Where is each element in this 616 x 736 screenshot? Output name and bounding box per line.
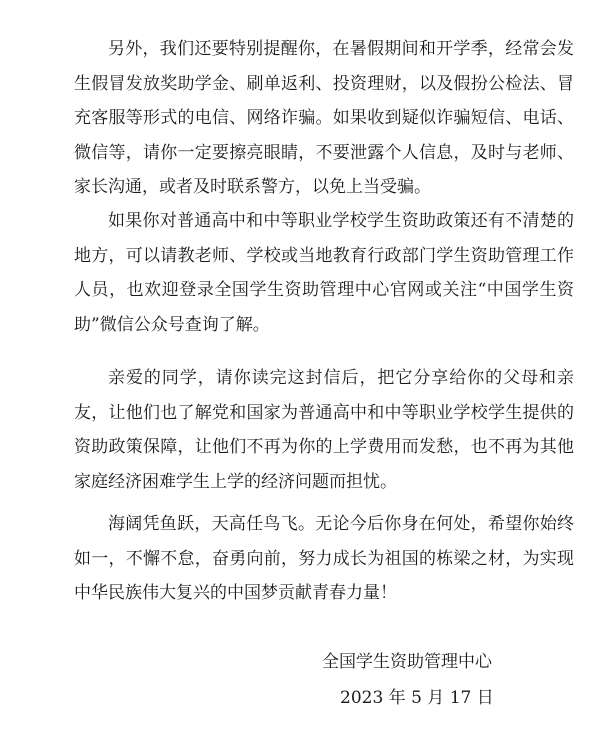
signature-organization: 全国学生资助管理中心 xyxy=(322,652,492,672)
signature-date: 2023 年 5 月 17 日 xyxy=(340,688,494,708)
paragraph-fraud-warning: 另外，我们还要特别提醒你，在暑假期间和开学季，经常会发生假冒发放奖助学金、刷单返利、投资理财，以及假扮公检法、冒充客服等形式的电信、网络诈骗。如果收到疑似诈骗短信、电话、微信等，请你一定要擦亮眼睛，不要泄露个人信息，及时与老师、家长沟通，或者及时联系警方，以免上当受骗。 xyxy=(74,39,574,197)
paragraph-policy-inquiry: 如果你对普通高中和中等职业学校学生资助政策还有不清楚的地方，可以请教老师、学校或当地教育行政部门学生资助管理工作人员，也欢迎登录全国学生资助管理中心官网或关注“中国学生资助”微信公众号查询了解。 xyxy=(74,211,574,335)
paragraph-share-with-parents: 亲爱的同学，请你读完这封信后，把它分享给你的父母和亲友，让他们也了解党和国家为普通高中和中等职业学校学生提供的资助政策保障，让他们不再为你的上学费用而发愁，也不再为其他家庭经济困难学生上学的经济问题而担忧。 xyxy=(74,368,574,492)
paragraph-closing-encouragement: 海阔凭鱼跃，天高任鸟飞。无论今后你身在何处，希望你始终如一，不懈不怠，奋勇向前，努力成长为祖国的栋梁之材，为实现中华民族伟大复兴的中国梦贡献青春力量！ xyxy=(74,514,574,603)
